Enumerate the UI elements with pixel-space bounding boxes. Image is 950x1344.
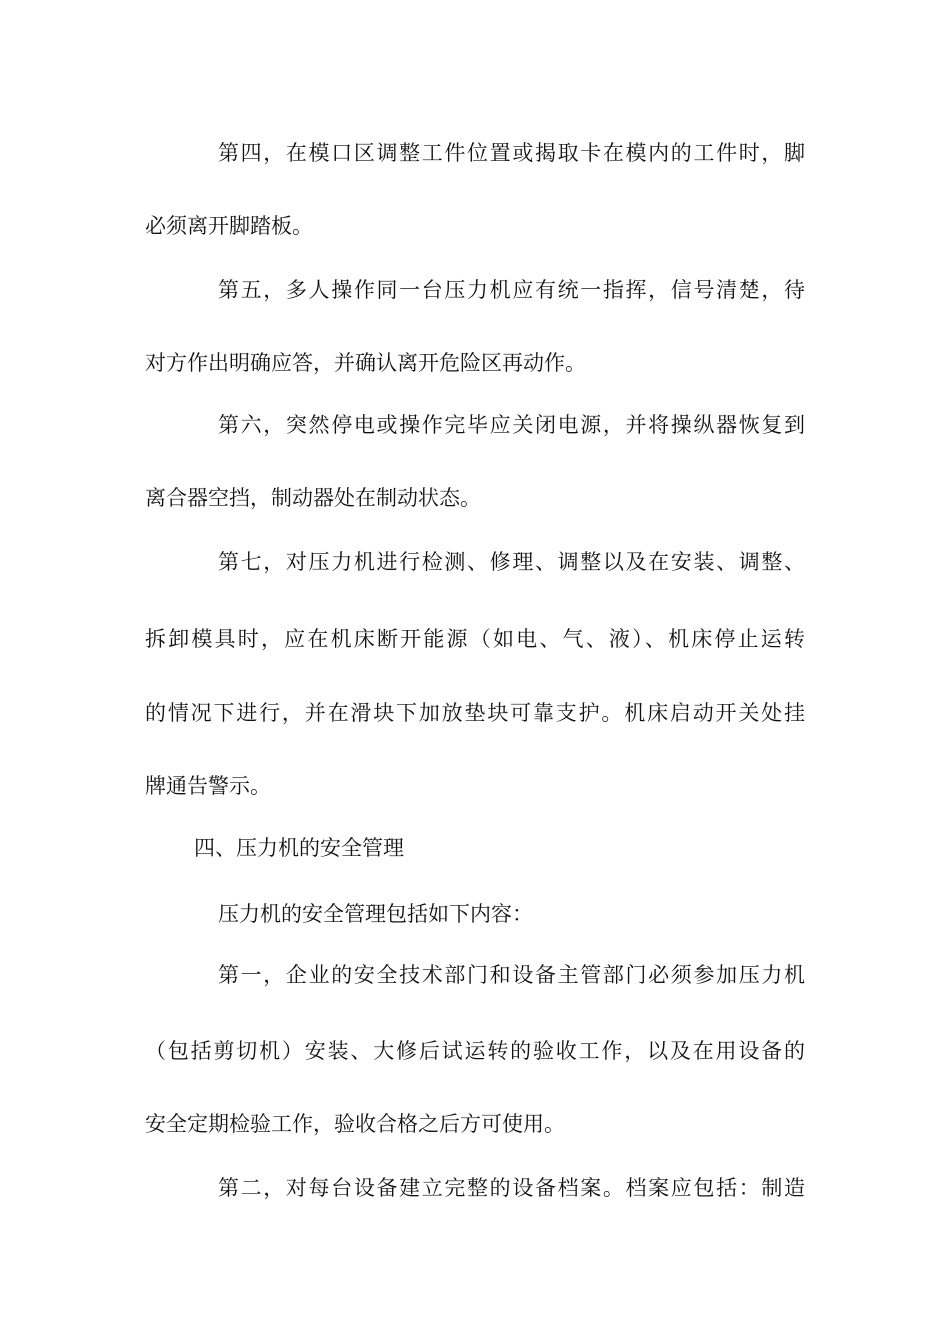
paragraph-line: 第二，对每台设备建立完整的设备档案。档案应包括：制造 xyxy=(218,1176,805,1200)
paragraph-line: 对方作出明确应答，并确认离开危险区再动作。 xyxy=(145,351,586,375)
section-heading: 四、压力机的安全管理 xyxy=(194,836,404,860)
paragraph-line: 压力机的安全管理包括如下内容： xyxy=(218,902,533,926)
paragraph-line: 拆卸模具时，应在机床断开能源（如电、气、液）、机床停止运转 xyxy=(145,627,805,651)
paragraph-line: 第一，企业的安全技术部门和设备主管部门必须参加压力机 xyxy=(218,963,805,987)
paragraph-line: 必须离开脚踏板。 xyxy=(145,214,313,238)
paragraph-line: 安全定期检验工作，验收合格之后方可使用。 xyxy=(145,1112,565,1136)
paragraph-line: 第七，对压力机进行检测、修理、调整以及在安装、调整、 xyxy=(218,550,805,574)
paragraph-line: 牌通告警示。 xyxy=(145,774,271,798)
paragraph-line: 离合器空挡，制动器处在制动状态。 xyxy=(145,486,481,510)
paragraph-line: 的情况下进行，并在滑块下加放垫块可靠支护。机床启动开关处挂 xyxy=(145,701,805,725)
paragraph-line: 第四，在模口区调整工件位置或揭取卡在模内的工件时，脚 xyxy=(218,141,805,165)
paragraph-line: 第五，多人操作同一台压力机应有统一指挥，信号清楚，待 xyxy=(218,278,805,302)
paragraph-line: 第六，突然停电或操作完毕应关闭电源，并将操纵器恢复到 xyxy=(218,413,805,437)
paragraph-line: （包括剪切机）安装、大修后试运转的验收工作，以及在用设备的 xyxy=(145,1039,805,1063)
